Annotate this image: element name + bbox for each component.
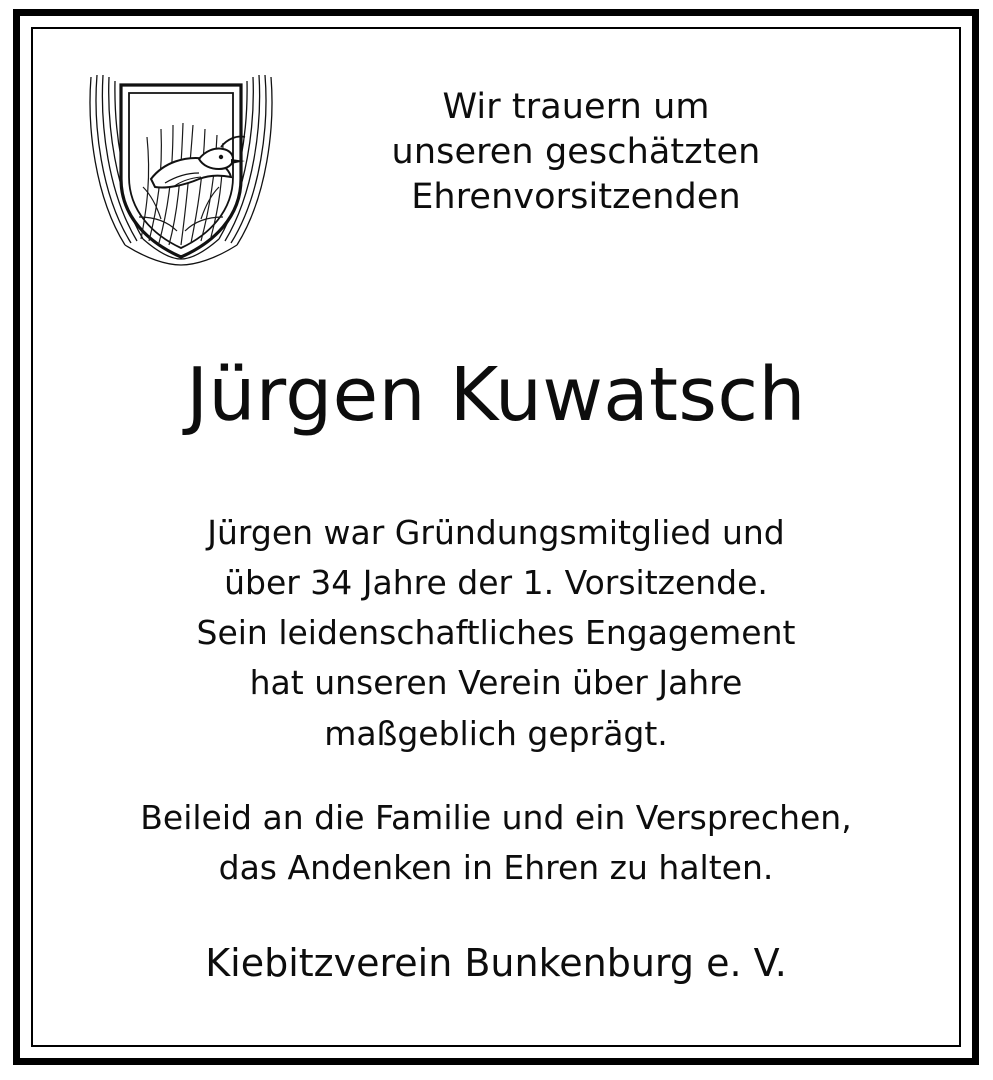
condolence-line-2: das Andenken in Ehren zu halten. bbox=[218, 847, 774, 887]
intro-line-3: Ehrenvorsitzenden bbox=[411, 176, 741, 217]
tribute-line-2: über 34 Jahre der 1. Vorsitzende. bbox=[224, 563, 768, 603]
intro-line-1: Wir trauern um bbox=[442, 87, 710, 127]
condolence-line-1: Beileid an die Familie und ein Versprechen, bbox=[140, 797, 852, 837]
obituary-notice-frame bbox=[13, 9, 979, 1065]
tribute-line-3: Sein leidenschaftliches Engagement bbox=[196, 613, 796, 653]
notice-header bbox=[33, 29, 959, 272]
notice-intro bbox=[281, 67, 919, 219]
intro-line-2: unseren geschätzten bbox=[391, 131, 761, 172]
tribute-line-5: maßgeblich geprägt. bbox=[324, 713, 668, 753]
tribute-paragraph bbox=[33, 508, 959, 759]
notice-body bbox=[33, 508, 959, 893]
association-signature: Kiebitzverein Bunkenburg e. V. bbox=[205, 941, 787, 986]
obituary-notice-inner-border bbox=[31, 27, 961, 1047]
deceased-name: Jürgen Kuwatsch bbox=[186, 352, 806, 438]
obituary-notice-content bbox=[33, 29, 959, 1045]
tribute-line-1: Jürgen war Gründungsmitglied und bbox=[207, 513, 785, 552]
condolence-paragraph bbox=[33, 793, 959, 893]
club-crest-icon bbox=[81, 67, 281, 272]
tribute-line-4: hat unseren Verein über Jahre bbox=[249, 663, 743, 703]
